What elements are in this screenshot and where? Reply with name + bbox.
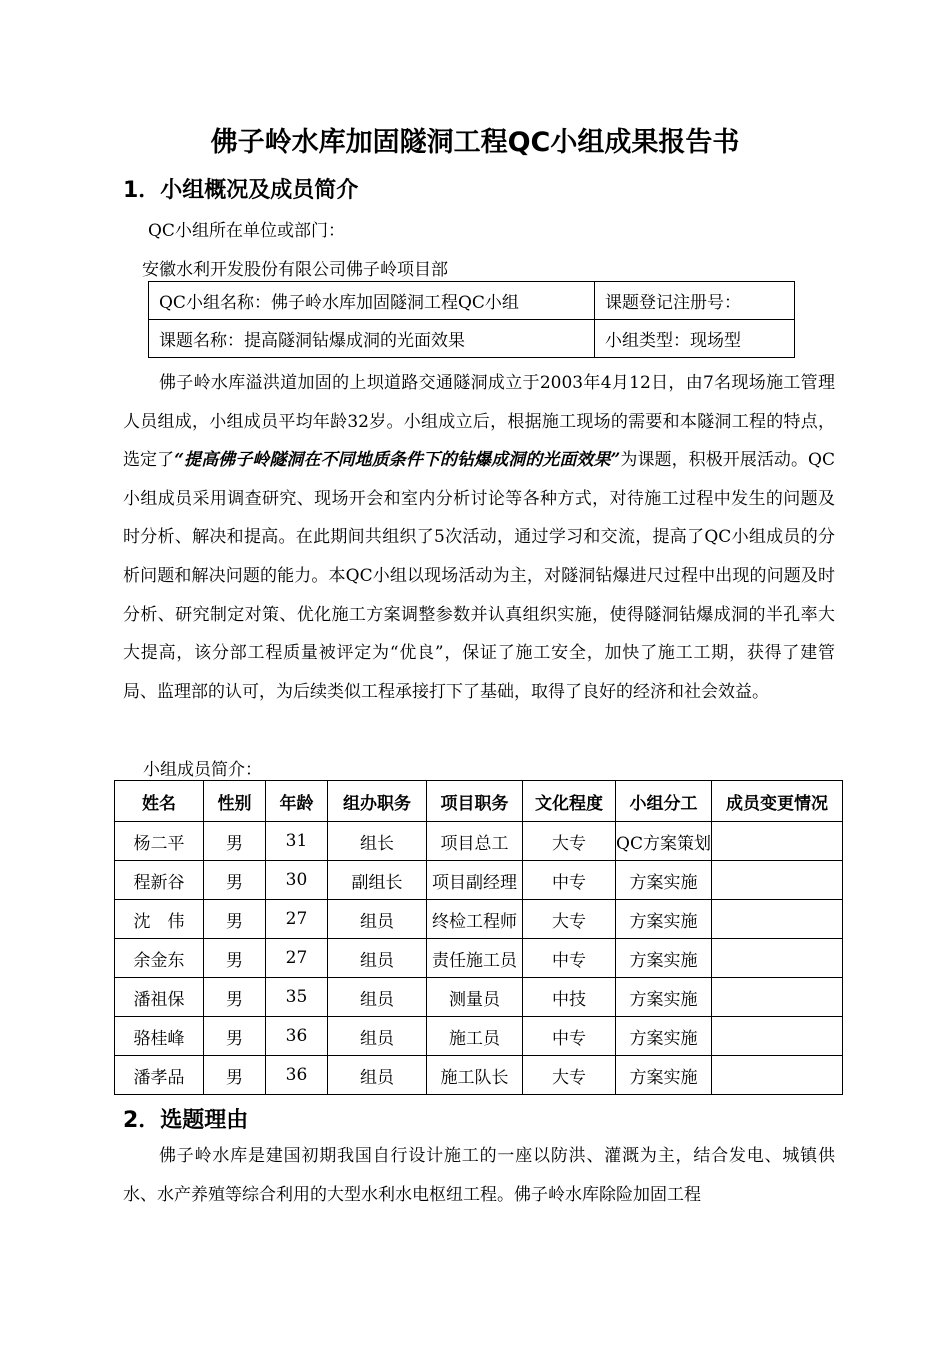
member-gender: 男 (204, 822, 266, 861)
member-name: 沈 伟 (115, 900, 204, 939)
member-group-role: 副组长 (328, 861, 427, 900)
member-age: 36 (266, 1017, 328, 1056)
member-age: 30 (266, 861, 328, 900)
member-division: 方案实施 (616, 900, 712, 939)
group-name-cell: QC小组名称：佛子岭水库加固隧洞工程QC小组 (149, 282, 595, 320)
member-change (712, 1056, 843, 1095)
section-heading-2: 2．选题理由 (123, 1108, 249, 1133)
topic-reason-paragraph: 佛子岭水库是建国初期我国自行设计施工的一座以防洪、灌溉为主，结合发电、城镇供水、水产养殖等综合利用的大型水利水电枢纽工程。佛子岭水库除险加固工程 (123, 1146, 835, 1205)
member-age: 35 (266, 978, 328, 1017)
member-project-role: 责任施工员 (427, 939, 523, 978)
member-division: 方案实施 (616, 939, 712, 978)
member-project-role: 项目总工 (427, 822, 523, 861)
topic-cell: 课题名称：提高隧洞钻爆成洞的光面效果 (149, 320, 595, 358)
member-gender: 男 (204, 939, 266, 978)
member-education: 中专 (523, 861, 616, 900)
member-project-role: 施工员 (427, 1017, 523, 1056)
member-age: 31 (266, 822, 328, 861)
group-type-cell: 小组类型：现场型 (595, 320, 795, 358)
registration-cell: 课题登记注册号： (595, 282, 795, 320)
member-change (712, 900, 843, 939)
member-age: 27 (266, 939, 328, 978)
header-education: 文化程度 (523, 781, 616, 822)
member-change (712, 978, 843, 1017)
member-change (712, 861, 843, 900)
member-education: 大专 (523, 822, 616, 861)
member-group-role: 组员 (328, 1017, 427, 1056)
member-division: QC方案策划 (616, 822, 712, 861)
member-group-role: 组员 (328, 978, 427, 1017)
member-education: 大专 (523, 1056, 616, 1095)
member-education: 大专 (523, 900, 616, 939)
section-heading-1: 1．小组概况及成员简介 (123, 178, 359, 203)
member-education: 中专 (523, 939, 616, 978)
member-group-role: 组员 (328, 900, 427, 939)
members-table (114, 780, 843, 1095)
table-row (115, 900, 843, 939)
member-name: 程新谷 (115, 861, 204, 900)
member-name: 余金东 (115, 939, 204, 978)
unit-name: 安徽水利开发股份有限公司佛子岭项目部 (142, 260, 448, 280)
header-age: 年龄 (266, 781, 328, 822)
member-gender: 男 (204, 1056, 266, 1095)
page-title: 佛子岭水库加固隧洞工程QC小组成果报告书 (210, 127, 740, 158)
member-gender: 男 (204, 978, 266, 1017)
header-project-role: 项目职务 (427, 781, 523, 822)
table-row (115, 822, 843, 861)
member-change (712, 939, 843, 978)
unit-label: QC小组所在单位或部门： (148, 221, 345, 241)
member-age: 36 (266, 1056, 328, 1095)
overview-topic-emphasis: “提高佛子岭隧洞在不同地质条件下的钻爆成洞的光面效果” (174, 450, 621, 471)
overview-paragraph (123, 364, 835, 711)
member-project-role: 终检工程师 (427, 900, 523, 939)
header-division: 小组分工 (616, 781, 712, 822)
member-name: 骆桂峰 (115, 1017, 204, 1056)
member-gender: 男 (204, 861, 266, 900)
table-row (115, 939, 843, 978)
member-group-role: 组员 (328, 1056, 427, 1095)
member-division: 方案实施 (616, 1017, 712, 1056)
member-name: 杨二平 (115, 822, 204, 861)
member-project-role: 项目副经理 (427, 861, 523, 900)
member-name: 潘孝品 (115, 1056, 204, 1095)
member-gender: 男 (204, 900, 266, 939)
header-gender: 性别 (204, 781, 266, 822)
table-row (115, 1056, 843, 1095)
overview-text-1: 佛子岭水库溢洪道加固的上坝道路交通隧洞成立于2003年4月12日，由7名现场施工管理人员组成，小组成员平均年龄32岁。小组成立后，根据施工现场的需要和本隧洞工程的特点，选定了 (123, 373, 835, 471)
header-group-role: 组办职务 (328, 781, 427, 822)
table-row (115, 978, 843, 1017)
member-education: 中专 (523, 1017, 616, 1056)
header-change: 成员变更情况 (712, 781, 843, 822)
group-info-table (148, 281, 795, 358)
member-education: 中技 (523, 978, 616, 1017)
member-group-role: 组员 (328, 939, 427, 978)
overview-text-2: 为课题，积极开展活动。QC小组成员采用调查研究、现场开会和室内分析讨论等各种方式，对待施工过程中发生的问题及时分析、解决和提高。在此期间共组织了5次活动，通过学习和交流，提高了QC小组成员的分析问题和解决问题的能力。本QC小组以现场活动为主，对隧洞钻爆进尺过程中出现的问题及时分析、研究制定对策、优化施工方案调整参数并认真组织实施，使得隧洞钻爆成洞的半孔率大大提高，该分部工程质量被评定为“优良”，保证了施工安全，加快了施工工期，获得了建管局、监理部的认可，为后续类似工程承接打下了基础，取得了良好的经济和社会效益。 (123, 450, 835, 702)
members-header-row (115, 781, 843, 822)
table-row (115, 861, 843, 900)
member-division: 方案实施 (616, 861, 712, 900)
members-label: 小组成员简介： (143, 760, 262, 780)
member-group-role: 组长 (328, 822, 427, 861)
table-row (115, 1017, 843, 1056)
member-change (712, 822, 843, 861)
member-project-role: 测量员 (427, 978, 523, 1017)
header-name: 姓名 (115, 781, 204, 822)
member-division: 方案实施 (616, 978, 712, 1017)
member-gender: 男 (204, 1017, 266, 1056)
member-division: 方案实施 (616, 1056, 712, 1095)
member-name: 潘祖保 (115, 978, 204, 1017)
member-change (712, 1017, 843, 1056)
member-project-role: 施工队长 (427, 1056, 523, 1095)
member-age: 27 (266, 900, 328, 939)
